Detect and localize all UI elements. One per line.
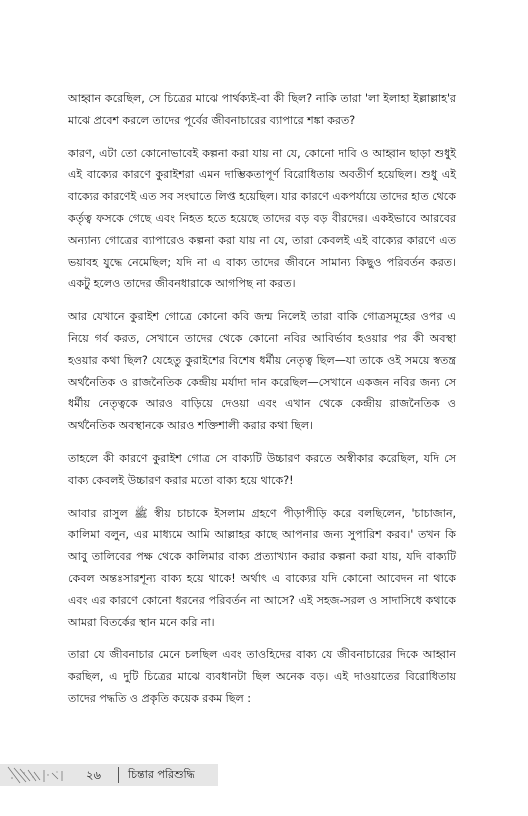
footer-band	[0, 764, 218, 786]
page-number: ২৬	[86, 768, 101, 782]
paragraph-4: তাহলে কী কারণে কুরাইশ গোত্র সে বাক্যটি উচ্চারণ করতে অস্বীকার করেছিল, যদি সে বাক্য কেবলই উচ্চারণ করার মতো বাক্য হয়ে থাকে?!	[68, 451, 456, 487]
book-title: চিন্তার পরিশুদ্ধি	[128, 768, 195, 781]
paragraph-6: তারা যে জীবনাচার মেনে চলছিল এবং তাওহিদের বাক্য যে জীবনাচারের দিকে আহ্বান করছিল, এ দুটি চিত্রের মাঝে ব্যবধানটা ছিল অনেক বড়। এই দাওয়াতের বিরোধিতায় তাদের পদ্ধতি ও প্রকৃতি কয়েক রকম ছিল :	[68, 648, 456, 705]
paragraph-5: আবার রাসুল ﷺ স্বীয় চাচাকে ইসলাম গ্রহণে পীড়াপীড়ি করে বলছিলেন, 'চাচাজান, কালিমা বলুন, এর মাধ্যমে আমি আল্লাহর কাছে আপনার জন্য সুপারিশ করব।' তখন কি আবু তালিবের পক্ষ থেকে কালিমার বাক্য প্রত্যাখ্যান করার কল্পনা করা যায়, যদি বাক্যটি কেবল অন্তঃসারশূন্য বাক্য হয়ে থাকে! অর্থাৎ এ বাক্যের যদি কোনো আবেদন না থাকে এবং এর কারণে কোনো ধরনের পরিবর্তন না আসে? এই সহজ-সরল ও সাদাসিধে কথাকে আমরা বিতর্কের স্থান মনে করি না।	[68, 506, 456, 629]
paragraph-2: কারণ, এটা তো কোনোভাবেই কল্পনা করা যায় না যে, কোনো দাবি ও আহ্বান ছাড়া শুধুই এই বাক্যের কারণে কুরাইশরা এমন দাম্ভিকতাপূর্ণ বিরোধিতায় অবতীর্ণ হয়েছিল। শুধু এই বাক্যের কারণেই এত সব সংঘাতে লিপ্ত হয়েছিল। যার কারণে একপর্যায়ে তাদের হাত থেকে কর্তৃত্ব ফসকে গেছে এবং নিহত হতে হয়েছে তাদের বড় বড় বীরদের। একইভাবে আরবের অন্যান্য গোত্রের ব্যাপারেও কল্পনা করা যায় না যে, তারা কেবলই এই বাক্যের কারণে এত ভয়াবহ যুদ্ধে নেমেছিল; যদি না এ বাক্য তাদের জীবনে সামান্য কিছুও পরিবর্তন করত। একটু হলেও তাদের জীবনধারাকে আগপিছ না করত।	[68, 146, 456, 291]
footer-divider	[118, 767, 119, 783]
paragraph-1: আহ্বান করেছিল, সে চিত্রের মাঝে পার্থক্যই-বা কী ছিল? নাকি তারা 'লা ইলাহা ইল্লাল্লাহ'র মাঝে প্রবেশ করলে তাদের পূর্বের জীবনাচারের ব্যাপারে শঙ্কা করত?	[68, 92, 456, 127]
page-footer	[0, 764, 528, 786]
paragraph-3: আর যেখানে কুরাইশ গোত্রে কোনো কবি জন্ম নিলেই তারা বাকি গোত্রসমূহের ওপর এ নিয়ে গর্ব করত, সেখানে তাদের থেকে কোনো নবির আবির্ভাব হওয়ার পর কী অবস্থা হওয়ার কথা ছিল? যেহেতু কুরাইশের বিশেষ ধর্মীয় নেতৃত্ব ছিল—যা তাকে ওই সময়ে স্বতন্ত্র অর্থনৈতিক ও রাজনৈতিক কেন্দ্রীয় মর্যাদা দান করেছিল—সেখানে একজন নবির জন্য সে ধর্মীয় নেতৃত্বকে আরও বাড়িয়ে দেওয়া এবং এখান থেকে কেন্দ্রীয় রাজনৈতিক ও অর্থনৈতিক অবস্থানকে আরও শক্তিশালী করার কথা ছিল।	[68, 310, 456, 433]
page-body	[68, 88, 456, 721]
